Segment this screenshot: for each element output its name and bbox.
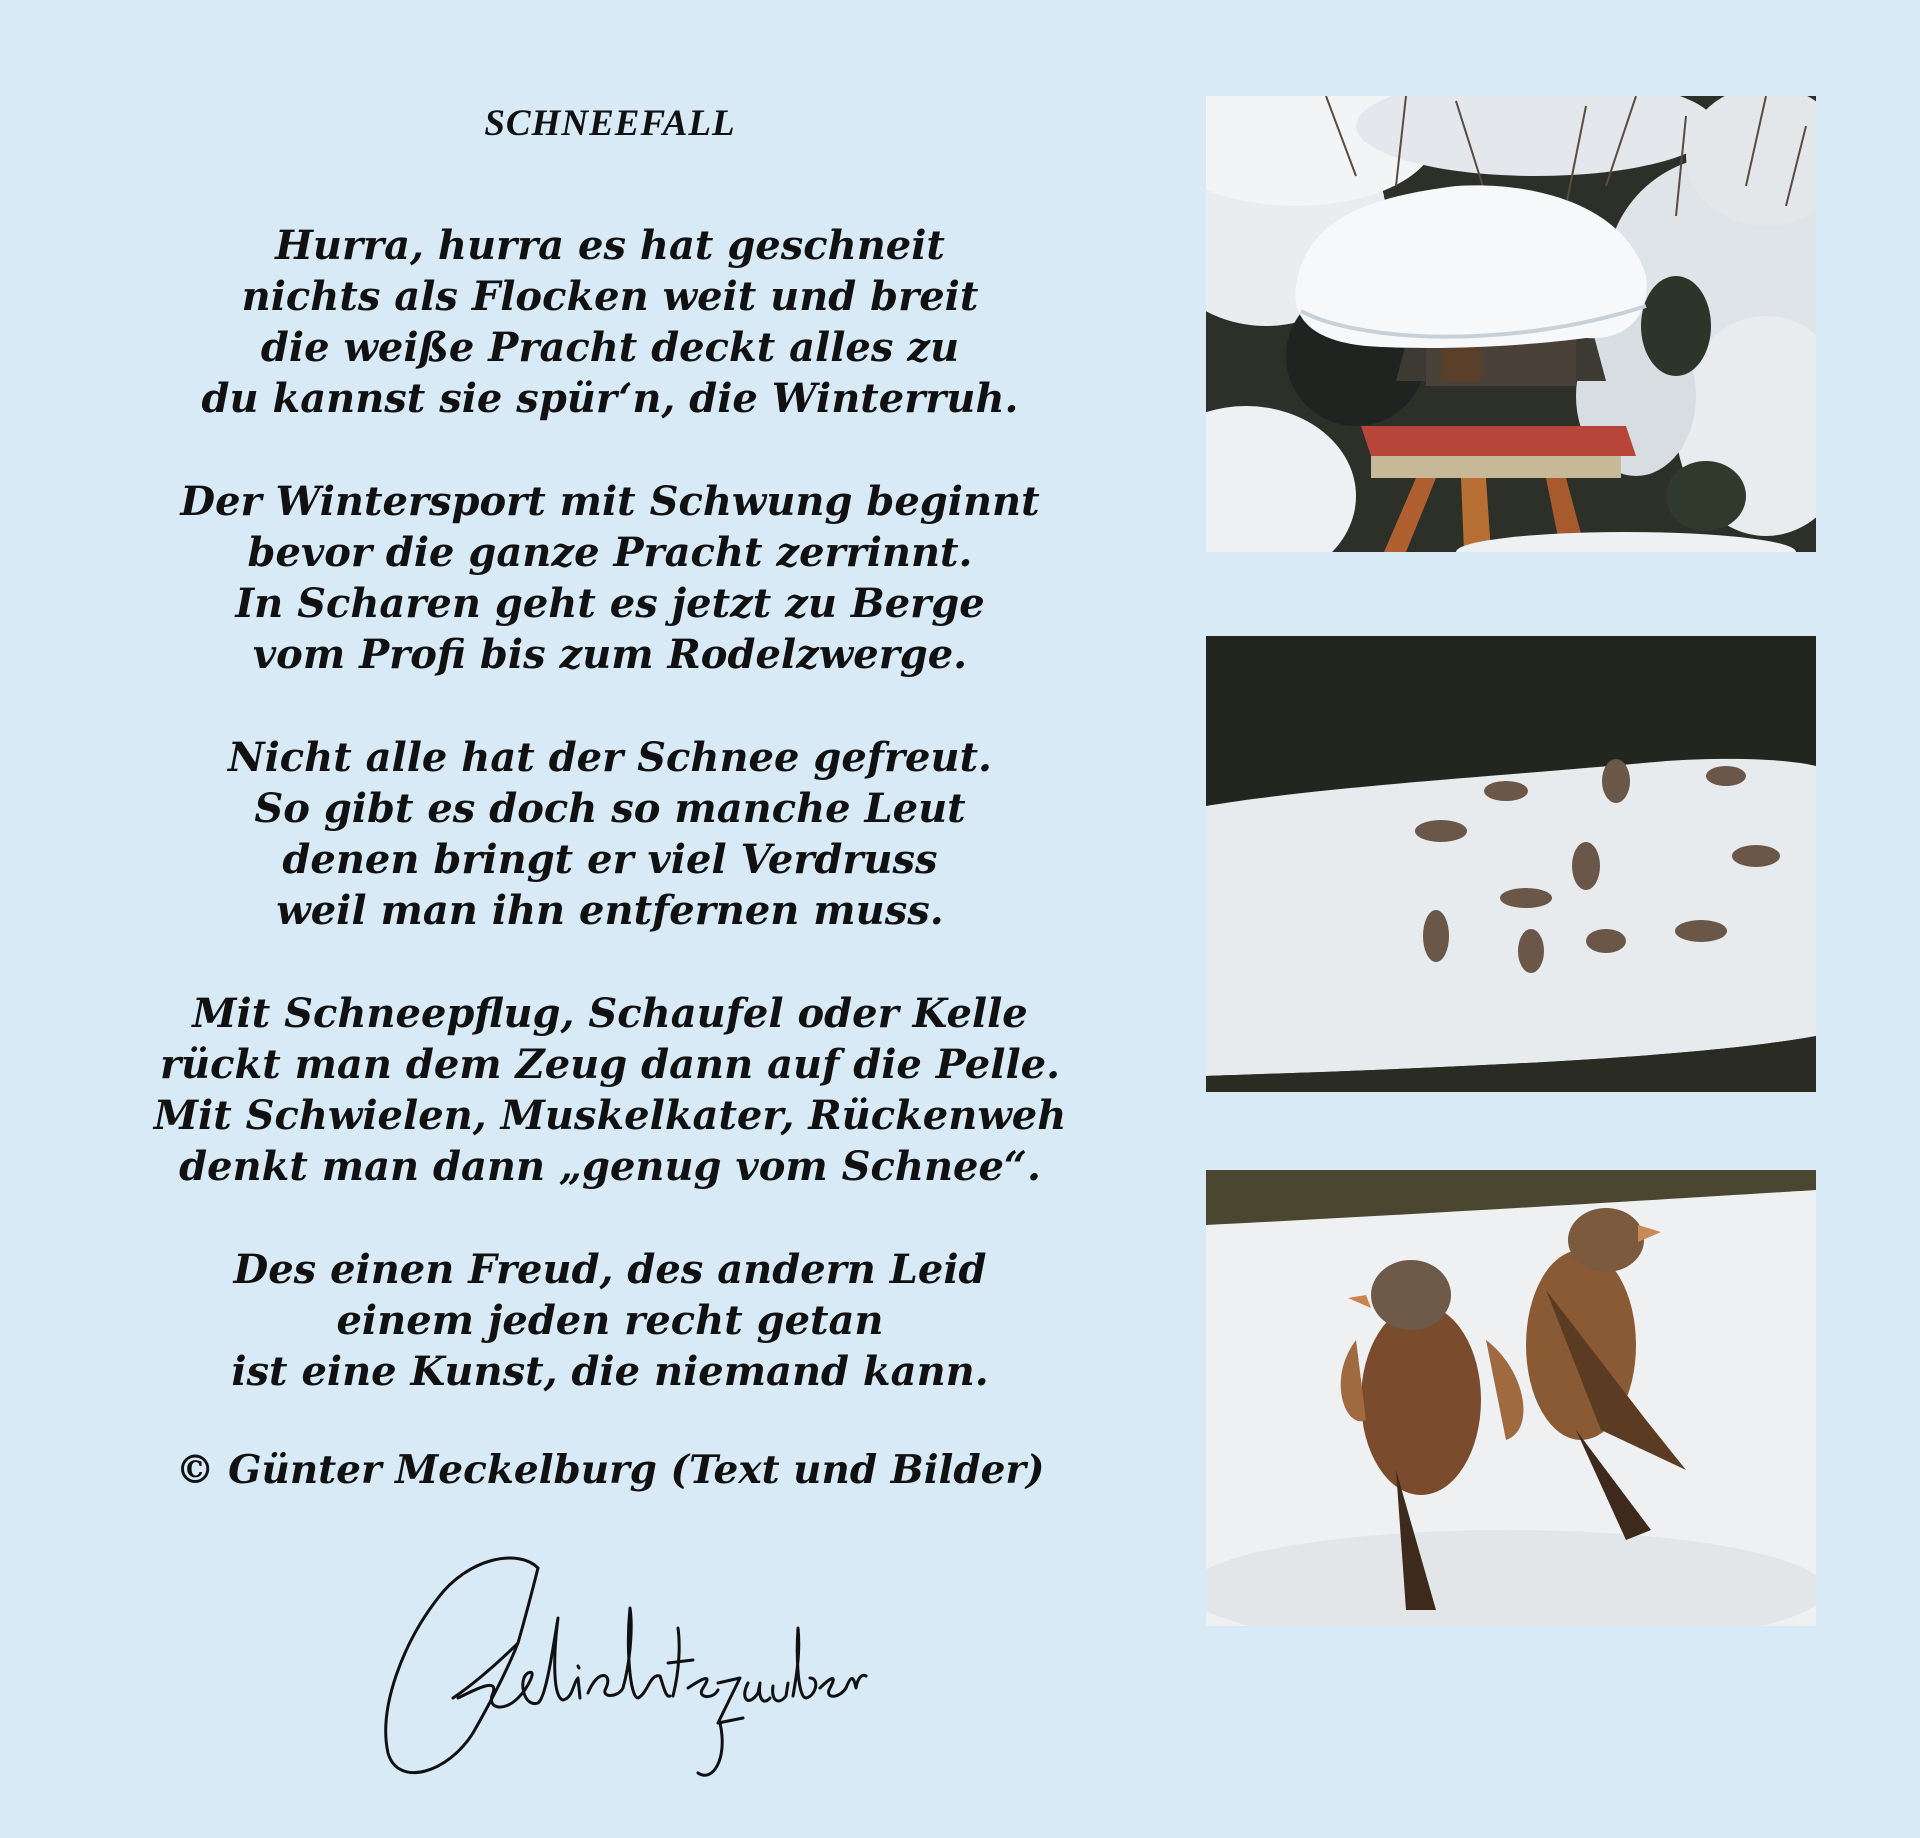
verse-line: So gibt es doch so manche Leut xyxy=(254,785,966,832)
verse-line: Der Wintersport mit Schwung beginnt xyxy=(180,478,1040,525)
verse-line: denkt man dann „genug vom Schnee“. xyxy=(179,1143,1041,1190)
stanza-4 xyxy=(90,988,1130,1192)
verse-line: Des einen Freud, des andern Leid xyxy=(233,1246,987,1293)
verse-line: bevor die ganze Pracht zerrinnt. xyxy=(247,529,973,576)
verse-line: einem jeden recht getan xyxy=(336,1297,884,1344)
stanza-5 xyxy=(90,1244,1130,1397)
verse-line: denen bringt er viel Verdruss xyxy=(282,836,938,883)
signature-logo xyxy=(368,1548,868,1788)
verse-line: Mit Schneepflug, Schaufel oder Kelle xyxy=(192,990,1028,1037)
verse-line: rückt man dem Zeug dann auf die Pelle. xyxy=(159,1041,1061,1088)
photo-sparrows-on-snow xyxy=(1206,636,1816,1092)
stanza-2 xyxy=(90,476,1130,680)
poem xyxy=(90,90,1130,1496)
stanza-1 xyxy=(90,220,1130,424)
poem-title: SCHNEEFALL xyxy=(484,103,736,144)
verse-line: die weiße Pracht deckt alles zu xyxy=(260,324,960,371)
verse-line: nichts als Flocken weit und breit xyxy=(241,273,979,320)
verse-line: In Scharen geht es jetzt zu Berge xyxy=(235,580,985,627)
verse-line: Hurra, hurra es hat geschneit xyxy=(275,222,945,269)
verse-line: weil man ihn entfernen muss. xyxy=(276,887,944,934)
verse-line: Nicht alle hat der Schnee gefreut. xyxy=(228,734,992,781)
verse-line: Mit Schwielen, Muskelkater, Rückenweh xyxy=(153,1092,1067,1139)
photo-two-sparrows xyxy=(1206,1170,1816,1626)
copyright-notice: © Günter Meckelburg (Text und Bilder) xyxy=(175,1447,1045,1493)
verse-line: vom Profi bis zum Rodelzwerge. xyxy=(252,631,968,678)
verse-line: ist eine Kunst, die niemand kann. xyxy=(231,1348,989,1395)
verse-line: du kannst sie spür‘n, die Winterruh. xyxy=(201,375,1019,422)
photo-bird-feeder xyxy=(1206,96,1816,552)
stanza-3 xyxy=(90,732,1130,936)
